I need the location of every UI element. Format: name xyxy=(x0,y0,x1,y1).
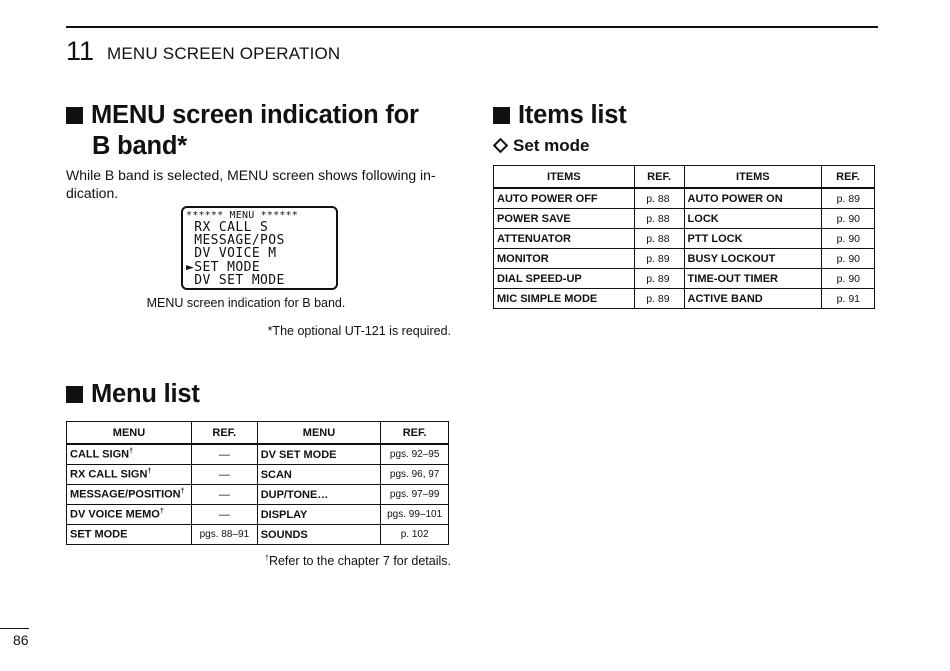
ref-cell: p. 90 xyxy=(822,249,875,269)
column-header: ITEMS xyxy=(684,166,822,189)
section-title-menu-screen xyxy=(66,100,456,162)
dagger-mark: † xyxy=(129,448,133,456)
table-row xyxy=(67,485,449,505)
item-cell: POWER SAVE xyxy=(494,209,635,229)
menu-cell: DV SET MODE xyxy=(257,444,381,465)
column-header: REF. xyxy=(381,422,449,445)
header-rule xyxy=(66,26,878,28)
menu-name: CALL SIGN xyxy=(70,448,130,461)
item-cell: BUSY LOCKOUT xyxy=(684,249,822,269)
subsection-label: Set mode xyxy=(513,136,590,155)
item-cell: ACTIVE BAND xyxy=(684,289,822,309)
ref-cell: p. 89 xyxy=(634,289,684,309)
table-row xyxy=(494,209,875,229)
table-row xyxy=(67,465,449,485)
ref-cell: p. 90 xyxy=(822,269,875,289)
table-row xyxy=(67,505,449,525)
menu-list-footnote xyxy=(265,554,451,568)
ref-cell: p. 88 xyxy=(634,209,684,229)
section-title-menu-list xyxy=(66,379,200,410)
ref-cell: p. 88 xyxy=(634,188,684,209)
menu-list-title: Menu list xyxy=(91,380,200,408)
item-cell: AUTO POWER ON xyxy=(684,188,822,209)
item-cell: MIC SIMPLE MODE xyxy=(494,289,635,309)
item-cell: PTT LOCK xyxy=(684,229,822,249)
lcd-line-selected: ►SET MODE xyxy=(186,259,261,275)
optional-note: *The optional UT-121 is required. xyxy=(267,324,451,338)
table-header-row xyxy=(494,166,875,189)
table-row xyxy=(494,229,875,249)
menu-name: RX CALL SIGN xyxy=(70,468,148,481)
column-header: ITEMS xyxy=(494,166,635,189)
ref-cell: — xyxy=(191,485,257,505)
column-header: MENU xyxy=(67,422,192,445)
ref-cell: pgs. 96, 97 xyxy=(381,465,449,485)
item-cell: MONITOR xyxy=(494,249,635,269)
chapter-title: MENU SCREEN OPERATION xyxy=(107,44,341,63)
lcd-line: RX CALL S xyxy=(186,220,269,235)
menu-name: SET MODE xyxy=(70,528,128,541)
menu-list-table xyxy=(66,421,449,545)
ref-cell: p. 102 xyxy=(381,525,449,545)
menu-cell xyxy=(67,525,192,545)
footnote-text: Refer to the chapter 7 for details. xyxy=(268,554,451,568)
ref-cell: — xyxy=(191,505,257,525)
ref-cell: p. 91 xyxy=(822,289,875,309)
chapter-number: 11 xyxy=(66,36,95,66)
ref-cell: p. 88 xyxy=(634,229,684,249)
items-list-title: Items list xyxy=(518,101,627,129)
ref-cell: — xyxy=(191,465,257,485)
ref-cell: p. 89 xyxy=(634,249,684,269)
lcd-menu-screen xyxy=(181,206,338,290)
ref-cell: p. 90 xyxy=(822,229,875,249)
ref-cell: p. 89 xyxy=(822,188,875,209)
page-number: 86 xyxy=(13,632,29,648)
dagger-mark: † xyxy=(180,488,185,496)
section-title-line2: B band* xyxy=(92,132,187,160)
table-row xyxy=(494,269,875,289)
ref-cell: p. 90 xyxy=(822,209,875,229)
square-bullet-icon xyxy=(66,107,83,124)
diamond-bullet-icon xyxy=(493,138,509,154)
ref-cell: pgs. 92–95 xyxy=(381,444,449,465)
menu-cell xyxy=(67,485,192,505)
menu-name: DV VOICE MEMO xyxy=(70,508,160,521)
menu-cell: DISPLAY xyxy=(257,505,381,525)
menu-cell xyxy=(67,444,192,465)
menu-name: MESSAGE/POSITION xyxy=(70,488,181,501)
item-cell: LOCK xyxy=(684,209,822,229)
ref-cell: pgs. 99–101 xyxy=(381,505,449,525)
column-header: REF. xyxy=(822,166,875,189)
table-row xyxy=(494,249,875,269)
column-header: REF. xyxy=(191,422,257,445)
item-cell: TIME-OUT TIMER xyxy=(684,269,822,289)
ref-cell: — xyxy=(191,444,257,465)
item-cell: AUTO POWER OFF xyxy=(494,188,635,209)
section-title-line1: MENU screen indication for xyxy=(91,101,419,129)
lcd-line: DV VOICE M xyxy=(186,246,277,262)
subsection-title-set-mode xyxy=(493,136,590,156)
menu-cell xyxy=(67,465,192,485)
lcd-line: MESSAGE/POS xyxy=(186,233,285,249)
menu-cell: SOUNDS xyxy=(257,525,381,545)
square-bullet-icon xyxy=(493,107,510,124)
table-row xyxy=(67,444,449,465)
lcd-caption: MENU screen indication for B band. xyxy=(146,296,346,310)
table-header-row xyxy=(67,422,449,445)
intro-paragraph: While B band is selected, MENU screen shows following in-dication. xyxy=(66,167,436,201)
menu-cell: SCAN xyxy=(257,465,381,485)
item-cell: DIAL SPEED-UP xyxy=(494,269,635,289)
lcd-line: DV SET MODE xyxy=(186,272,285,288)
table-row xyxy=(67,525,449,545)
dagger-mark: † xyxy=(159,508,164,516)
square-bullet-icon xyxy=(66,386,83,403)
dagger-mark: † xyxy=(265,554,269,562)
item-cell: ATTENUATOR xyxy=(494,229,635,249)
table-row xyxy=(494,188,875,209)
lcd-line-header: ****** MENU ****** xyxy=(186,210,298,221)
menu-cell: DUP/TONE… xyxy=(257,485,381,505)
section-title-items-list xyxy=(493,100,627,131)
ref-cell: pgs. 88–91 xyxy=(191,525,257,545)
menu-cell xyxy=(67,505,192,525)
items-list-table xyxy=(493,165,875,309)
ref-cell: pgs. 97–99 xyxy=(381,485,449,505)
ref-cell: p. 89 xyxy=(634,269,684,289)
column-header: MENU xyxy=(257,422,381,445)
dagger-mark: † xyxy=(147,468,152,476)
table-row xyxy=(494,289,875,309)
footer-rule xyxy=(0,628,29,629)
column-header: REF. xyxy=(634,166,684,189)
